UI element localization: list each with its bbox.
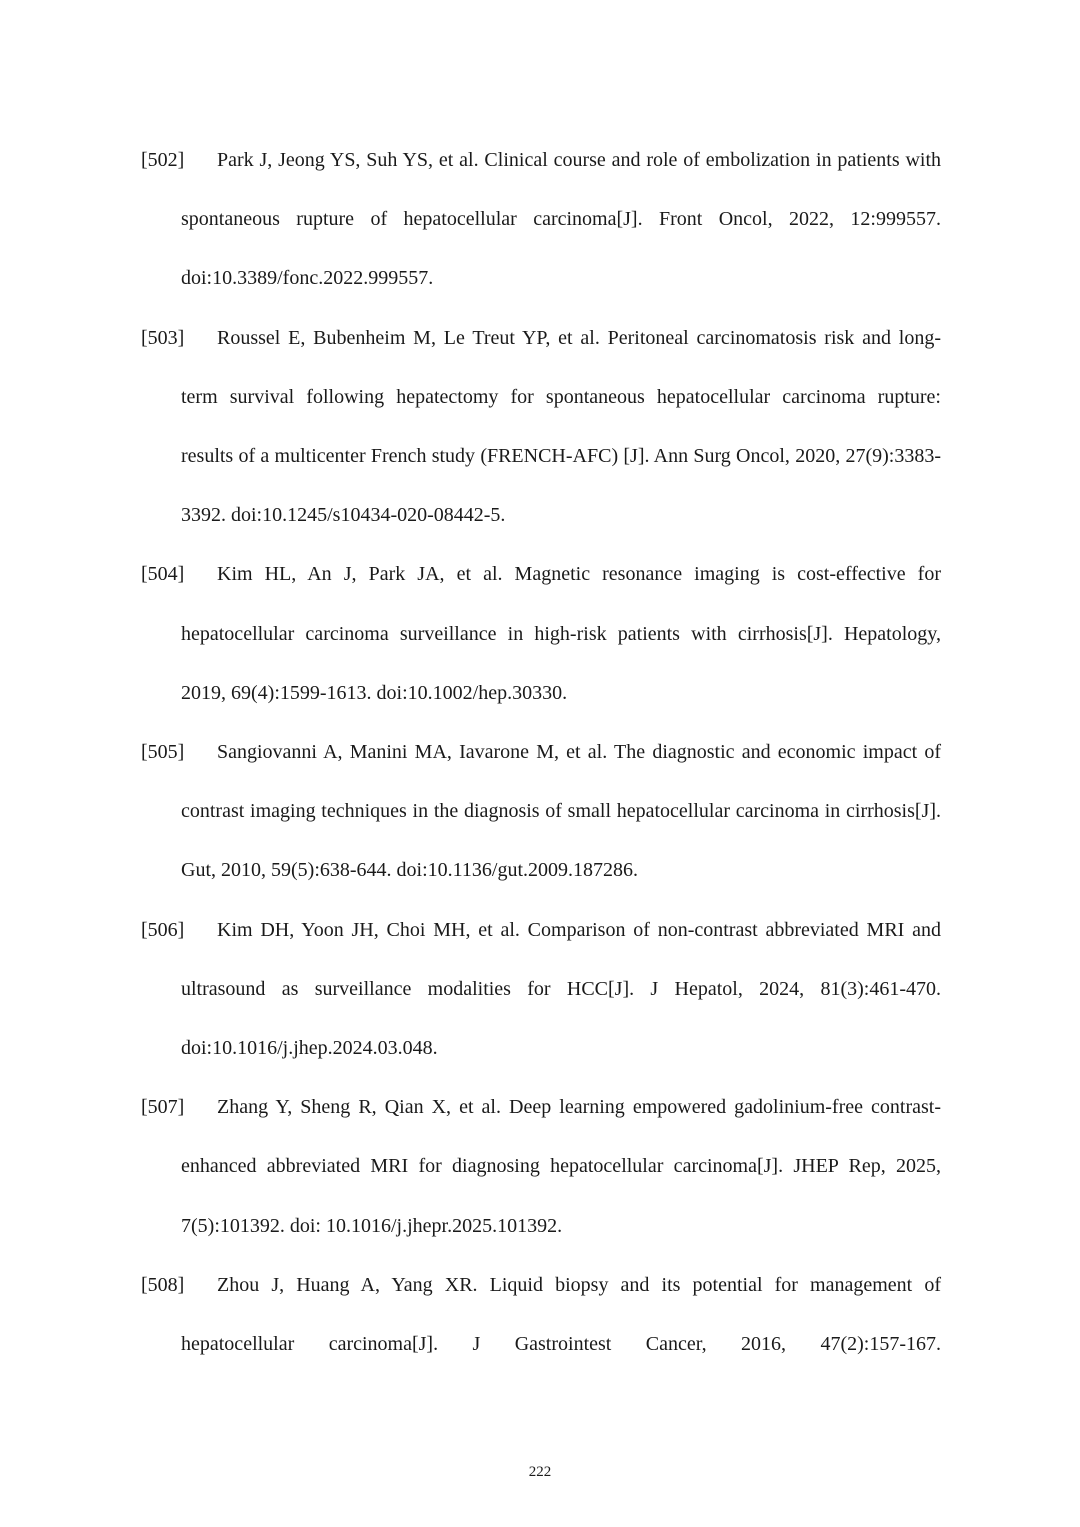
reference-item — [141, 723, 941, 901]
page-number: 222 — [528, 1464, 552, 1480]
reference-text: Roussel E, Bubenheim M, Le Treut YP, et al. Peritoneal carcinomatosis risk and long-term survival following hepatectomy for spontaneous hepatocellular carcinoma rupture: results of a multicenter French study (FRENCH-AFC) [J]. Ann Surg Oncol, 2020, 27(9):3383-3392. doi:10.1245/s10434-020-08442-5. — [181, 326, 941, 527]
reference-number: [504] — [141, 563, 185, 586]
reference-item — [141, 1256, 941, 1374]
reference-item — [141, 545, 941, 723]
reference-number: [505] — [141, 741, 185, 764]
reference-number: [507] — [141, 1096, 185, 1119]
reference-text: Kim DH, Yoon JH, Choi MH, et al. Comparison of non-contrast abbreviated MRI and ultrasound as surveillance modalities for HCC[J]. J Hepatol, 2024, 81(3):461-470. doi:10.1016/j.jhep.2024.03.048. — [181, 918, 941, 1060]
reference-item — [141, 309, 941, 546]
reference-item — [141, 131, 941, 309]
reference-number: [502] — [141, 149, 185, 171]
reference-list — [141, 131, 941, 1374]
reference-text: Sangiovanni A, Manini MA, Iavarone M, et al. The diagnostic and economic impact of contrast imaging techniques in the diagnosis of small hepatocellular carcinoma in cirrhosis[J]. Gut, 2010, 59(5):638-644. doi:10.1136/gut.2009.187286. — [181, 741, 941, 882]
reference-item — [141, 901, 941, 1079]
reference-text: Kim HL, An J, Park JA, et al. Magnetic resonance imaging is cost-effective for hepatocellular carcinoma surveillance in high-risk patients with cirrhosis[J]. Hepatology, 2019, 69(4):1599-1613. doi:10.1002/hep.30330. — [181, 563, 941, 704]
reference-number: [506] — [141, 918, 185, 941]
reference-text: Park J, Jeong YS, Suh YS, et al. Clinical course and role of embolization in patients with spontaneous rupture of hepatocellular carcinoma[J]. Front Oncol, 2022, 12:999557. doi:10.3389/fonc.2022.999557. — [181, 149, 941, 290]
reference-text: Zhang Y, Sheng R, Qian X, et al. Deep learning empowered gadolinium-free contrast-enhanced abbreviated MRI for diagnosing hepatocellular carcinoma[J]. JHEP Rep, 2025, 7(5):101392. doi: 10.1016/j.jhepr.2025.101392. — [181, 1096, 941, 1237]
reference-number: [508] — [141, 1273, 185, 1296]
reference-item — [141, 1078, 941, 1256]
reference-text: Zhou J, Huang A, Yang XR. Liquid biopsy and its potential for management of hepatocellular carcinoma[J]. J Gastrointest Cancer, 2016, 47(2):157-167. — [181, 1273, 941, 1356]
reference-number: [503] — [141, 326, 185, 349]
